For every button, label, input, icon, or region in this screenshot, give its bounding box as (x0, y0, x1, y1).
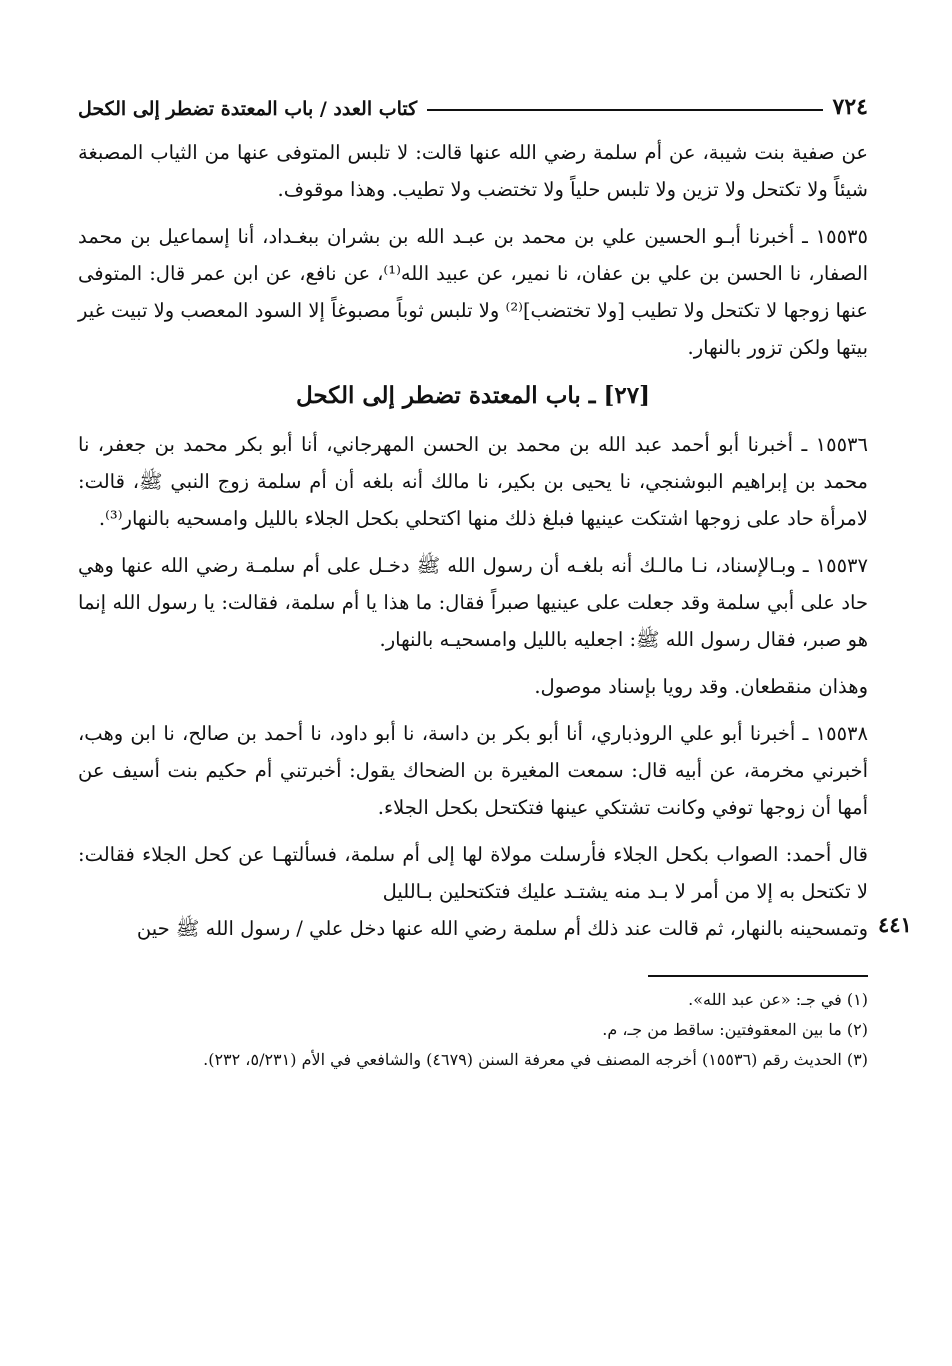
margin-page-number: ٤٤١ (878, 912, 912, 937)
page-header (78, 86, 868, 120)
footnote: (١) في جـ: «عن عبد الله». (688, 990, 868, 1009)
paragraph: عن صفية بنت شيبة، عن أم سلمة رضي الله عنها قالت: لا تلبس المتوفى عنها من الثياب المصبغة شيئاً ولا تكتحل ولا تزين ولا تلبس حلياً ولا تختضب ولا تطيب. وهذا موقوف. (78, 141, 868, 201)
last-line (78, 910, 912, 947)
header-rule (427, 109, 822, 111)
commentary-ahmad: قال أحمد: الصواب بكحل الجلاء فأرسلت مولاة لها إلى أم سلمة، فسألتهـا عن كحل الجلاء فقالت: لا تكتحل به إلا من أمر لا بـد منه يشتـد عليك فتكتحلين بـالليل (78, 843, 868, 903)
hadith-15537: ١٥٥٣٧ ـ وبـالإسناد، نـا مالـك أنه بلغـه أن رسول الله ﷺ دخـل على أم سلمـة رضي الله عنها وهي حاد على أبي سلمة وقد جعلت على عينيها صبراً فقال: ما هذا يا أم سلمة، فقالت: يا رسول الله إنما هو صبر، فقال رسول الله ﷺ: اجعليه بالليل وامسحيـه بالنهار. (78, 554, 868, 651)
main-text (78, 134, 912, 947)
chapter-title: [٢٧] ـ باب المعتدة تضطر إلى الكحل (295, 382, 651, 409)
footnote-rule (648, 975, 868, 977)
last-line-text: وتمسحينه بالنهار، ثم قالت عند ذلك أم سلمة رضي الله عنها دخل علي / رسول الله ﷺ حين (136, 917, 868, 940)
hadith-15535: ١٥٥٣٥ ـ أخبرنا أبـو الحسين علي بن محمد بن عبـد الله بن بشران ببغـداد، أنا إسماعيل بن محمد الصفار، نا الحسن بن علي بن عفان، نا نمير، عن عبيد الله⁽¹⁾، عن نافع، عن ابن عمر قال: المتوفى عنها زوجها لا تكتحل ولا تطيب [ولا تختضب]⁽²⁾ ولا تلبس ثوباً مصبوغاً إلا السود المعصب ولا تبيت غير بيتها ولكن تزور بالنهار. (78, 225, 868, 359)
page (78, 86, 912, 1075)
running-title: كتاب العدد / باب المعتدة تضطر إلى الكحل (78, 98, 418, 120)
page-number: ٧٢٤ (832, 94, 868, 120)
footnote: (٣) الحديث رقم (١٥٥٣٦) أخرجه المصنف في معرفة السنن (٤٦٧٩) والشافعي في الأم (٥/٢٣١، ٢٣٢). (203, 1050, 868, 1069)
hadith-15536: ١٥٥٣٦ ـ أخبرنا أبو أحمد عبد الله بن محمد بن الحسن المهرجاني، أنا أبو بكر محمد بن جعفر، نا محمد بن إبراهيم البوشنجي، نا يحيى بن بكير، نا مالك أنه بلغه أن أم سلمة زوج النبي ﷺ، قالت: لامرأة حاد على زوجها اشتكت عينيها فبلغ ذلك منها اكتحلي بكحل الجلاء بالليل وامسحيه بالنهار⁽³⁾. (78, 433, 868, 530)
footnotes (78, 985, 868, 1075)
commentary: وهذان منقطعان. وقد رويا بإسناد موصول. (534, 675, 868, 698)
footnote: (٢) ما بين المعقوفتين: ساقط من جـ، م. (602, 1020, 868, 1039)
hadith-15538: ١٥٥٣٨ ـ أخبرنا أبو علي الروذباري، أنا أبو بكر بن داسة، نا أبو داود، نا أحمد بن صالح، نا ابن وهب، أخبرني مخرمة، عن أبيه قال: سمعت المغيرة بن الضحاك يقول: أخبرتني أم حكيم بنت أسيف عن أمها أن زوجها توفي وكانت تشتكي عينها فتكتحل بكحل الجلاء. (78, 722, 868, 819)
